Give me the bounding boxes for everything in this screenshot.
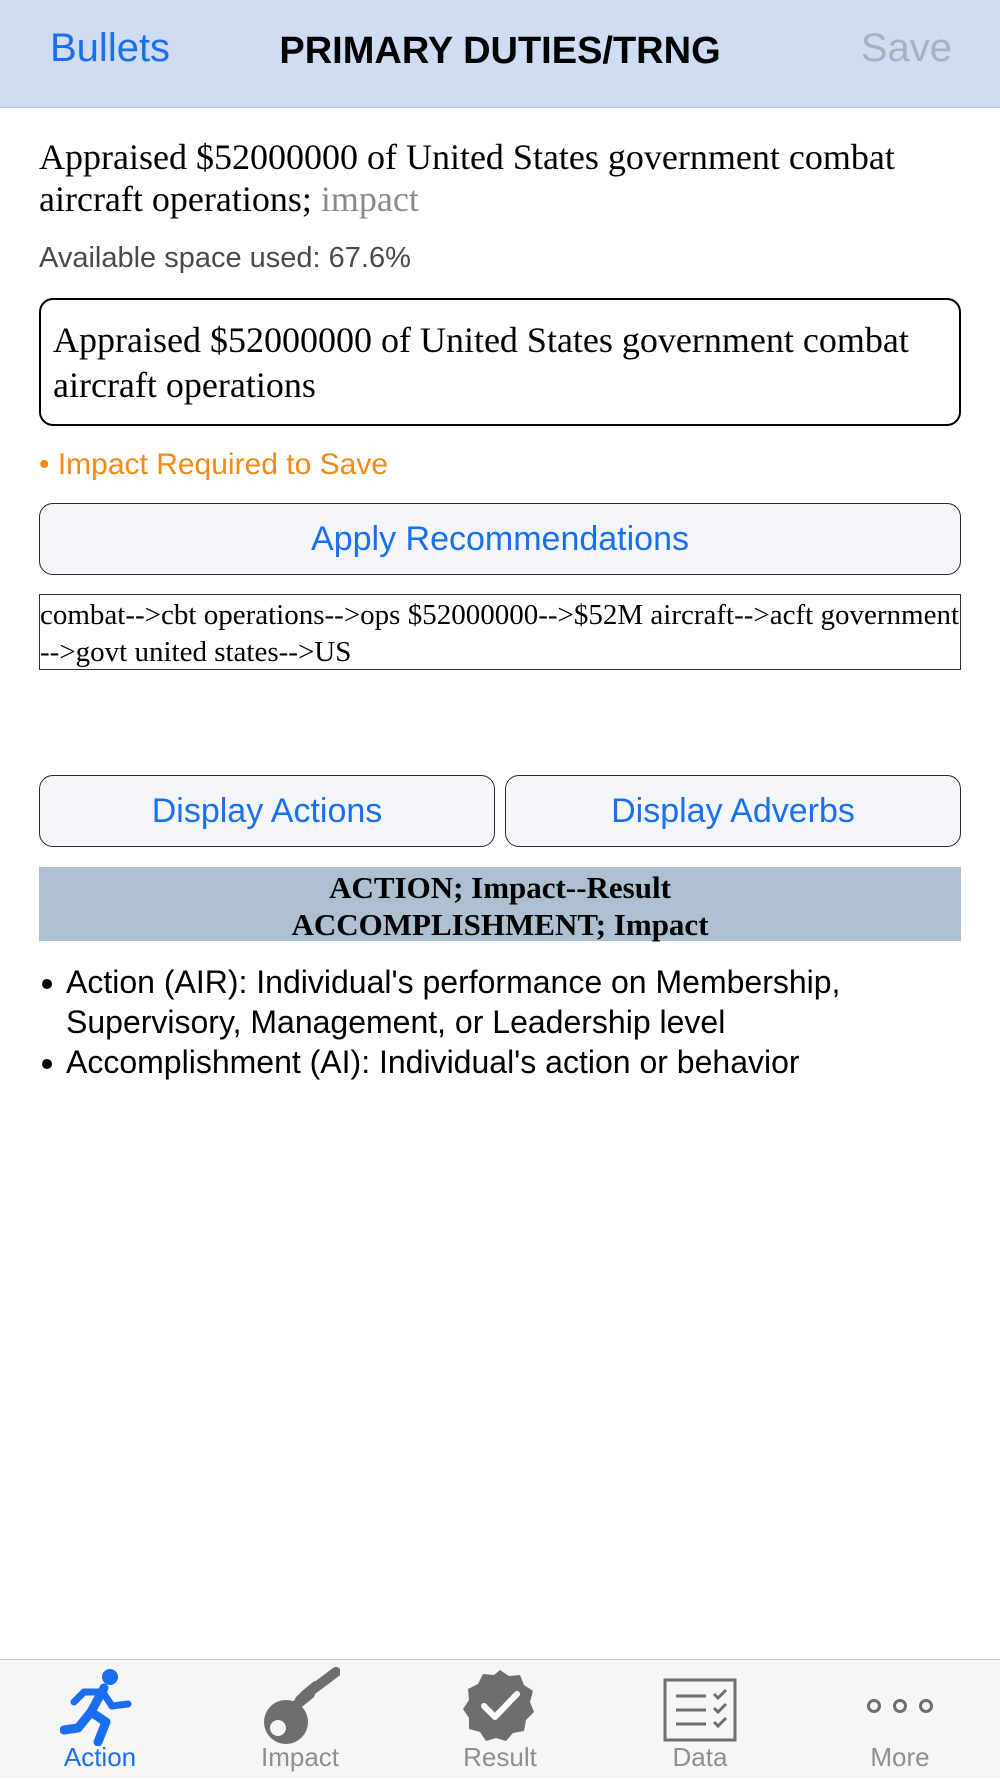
tab-data[interactable]: [600, 1660, 800, 1779]
apply-recommendations-button[interactable]: Apply Recommendations: [39, 503, 961, 575]
display-actions-button[interactable]: Display Actions: [39, 775, 495, 847]
tab-bar: [0, 1659, 1000, 1778]
more-dots-icon: [860, 1666, 940, 1746]
formula-line-2: ACCOMPLISHMENT; Impact: [291, 907, 709, 942]
navigation-bar: [0, 0, 1000, 108]
bullet-preview: [39, 136, 969, 220]
tab-impact[interactable]: [200, 1660, 400, 1779]
tab-result[interactable]: [400, 1660, 600, 1779]
list-item: Action (AIR): Individual's performance on Membership, Supervisory, Management, or Leadership level: [39, 962, 969, 1042]
preview-text: Appraised $52000000 of United States government combat aircraft operations;: [39, 137, 895, 219]
running-person-icon: [60, 1666, 140, 1746]
space-used-label: Available space used: 67.6%: [39, 242, 411, 274]
recommendations-box: combat-->cbt operations-->ops $52000000-->$52M aircraft-->acft government-->govt united states-->US: [39, 594, 961, 670]
back-to-bullets-button[interactable]: Bullets: [50, 26, 171, 70]
tab-action[interactable]: [0, 1660, 200, 1779]
list-item: Accomplishment (AI): Individual's action or behavior: [39, 1042, 969, 1082]
meteor-icon: [260, 1666, 340, 1746]
tab-more-label: More: [870, 1742, 930, 1772]
impact-placeholder: impact: [320, 179, 419, 219]
bullet-text-input[interactable]: [39, 298, 961, 426]
impact-required-warning: • Impact Required to Save: [39, 448, 389, 481]
page-title: PRIMARY DUTIES/TRNG: [279, 30, 721, 72]
tab-impact-label: Impact: [260, 1742, 340, 1772]
formula-line-1: ACTION; Impact--Result: [329, 870, 671, 905]
tab-result-label: Result: [463, 1742, 537, 1772]
checklist-icon: [660, 1666, 740, 1746]
save-button[interactable]: Save: [860, 26, 952, 70]
warning-text: Impact Required to Save: [57, 448, 389, 481]
bullet-formula-banner: [39, 867, 961, 941]
tab-action-label: Action: [63, 1742, 137, 1772]
tab-more[interactable]: [800, 1660, 1000, 1779]
checkmark-seal-icon: [460, 1666, 540, 1746]
display-adverbs-button[interactable]: Display Adverbs: [505, 775, 961, 847]
formula-info-list: [39, 962, 969, 1082]
tab-data-label: Data: [672, 1742, 728, 1772]
